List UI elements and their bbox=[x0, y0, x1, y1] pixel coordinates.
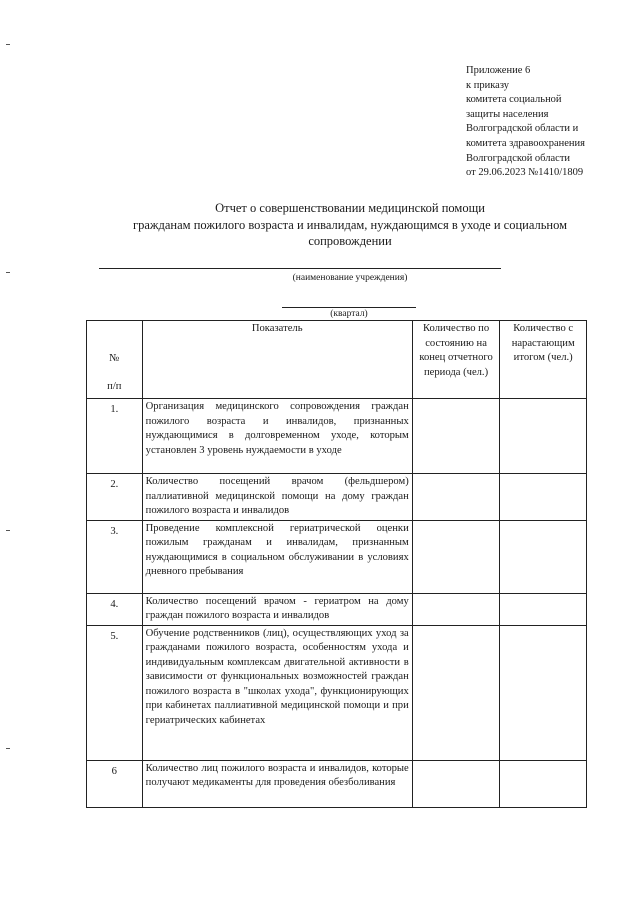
row-number: 5. bbox=[87, 625, 143, 760]
header-num bbox=[87, 321, 143, 399]
appendix-line: комитета социальной bbox=[466, 94, 562, 106]
row-value-cumulative bbox=[500, 625, 587, 760]
table-header-row bbox=[87, 321, 587, 399]
scan-margin-mark bbox=[6, 272, 10, 273]
row-indicator: Обучение родственников (лиц), осуществляющих уход за гражданами пожилого возраста, особенностям ухода и индивидуальным комплексам двигательной активности в зависимости от функциональных возможностей граждан пожилого возраста в "школах ухода", функционирующих при кабинетах паллиативной медицинской помощи и при гериатрических кабинетах bbox=[142, 625, 412, 760]
scan-margin-mark bbox=[6, 44, 10, 45]
table-row bbox=[87, 520, 587, 593]
row-indicator: Проведение комплексной гериатрической оценки пожилым гражданам и инвалидам, признанным нуждающимися в социальном обслуживании в условиях дневного пребывания bbox=[142, 520, 412, 593]
appendix-line: от 29.06.2023 №1410/1809 bbox=[466, 167, 584, 179]
table-row bbox=[87, 625, 587, 760]
scan-margin-mark bbox=[6, 530, 10, 531]
row-value-cumulative bbox=[500, 760, 587, 807]
title-line: гражданам пожилого возраста и инвалидам, нуждающимся в уходе и социальном bbox=[132, 217, 568, 232]
header-cumulative: Количество с нарастающим итогом (чел.) bbox=[500, 321, 587, 399]
row-number: 3. bbox=[87, 520, 143, 593]
appendix-line: Волгоградской области и bbox=[466, 123, 579, 135]
row-value-end-period bbox=[412, 474, 500, 521]
row-value-cumulative bbox=[500, 593, 587, 625]
quarter-line bbox=[282, 307, 416, 308]
table-row bbox=[87, 760, 587, 807]
appendix-line: к приказу bbox=[466, 79, 509, 91]
title-line: Отчет о совершенствовании медицинской помощи bbox=[215, 201, 485, 215]
header-num-symbol: № bbox=[109, 353, 120, 364]
row-value-end-period bbox=[412, 399, 500, 474]
header-end-period: Количество по состоянию на конец отчетного периода (чел.) bbox=[412, 321, 500, 399]
row-value-cumulative bbox=[500, 520, 587, 593]
row-indicator: Количество посещений врачом (фельдшером) паллиативной медицинской помощи на дому граждан пожилого возраста и инвалидов bbox=[142, 474, 412, 521]
institution-line bbox=[99, 268, 501, 269]
scan-margin-mark bbox=[6, 748, 10, 749]
row-number: 2. bbox=[87, 474, 143, 521]
row-value-end-period bbox=[412, 760, 500, 807]
row-number: 6 bbox=[87, 760, 143, 807]
row-value-end-period bbox=[412, 520, 500, 593]
row-value-cumulative bbox=[500, 474, 587, 521]
appendix-line: комитета здравоохранения bbox=[466, 137, 585, 149]
appendix-line: Приложение 6 bbox=[466, 65, 531, 76]
header-indicator: Показатель bbox=[142, 321, 412, 399]
header-num-label: п/п bbox=[107, 380, 122, 392]
appendix-block bbox=[466, 64, 636, 181]
report-title bbox=[100, 200, 600, 250]
institution-caption: (наименование учреждения) bbox=[292, 273, 408, 283]
title-line: сопровождении bbox=[308, 234, 392, 248]
row-indicator: Организация медицинского сопровождения граждан пожилого возраста и инвалидов, признанных нуждающимися в долговременном уходе, которым установлен 3 уровень нуждаемости в уходе bbox=[142, 399, 412, 474]
row-value-end-period bbox=[412, 593, 500, 625]
table-row bbox=[87, 399, 587, 474]
table-row bbox=[87, 593, 587, 625]
row-value-end-period bbox=[412, 625, 500, 760]
appendix-line: Волгоградской области bbox=[466, 152, 571, 164]
appendix-line: защиты населения bbox=[466, 108, 549, 120]
row-number: 4. bbox=[87, 593, 143, 625]
quarter-caption: (квартал) bbox=[330, 309, 368, 319]
row-number: 1. bbox=[87, 399, 143, 474]
row-value-cumulative bbox=[500, 399, 587, 474]
row-indicator: Количество лиц пожилого возраста и инвалидов, которые получают медикаменты для проведения обезболивания bbox=[142, 760, 412, 807]
report-table bbox=[86, 320, 587, 808]
table-row bbox=[87, 474, 587, 521]
row-indicator: Количество посещений врачом - гериатром на дому граждан пожилого возраста и инвалидов bbox=[142, 593, 412, 625]
